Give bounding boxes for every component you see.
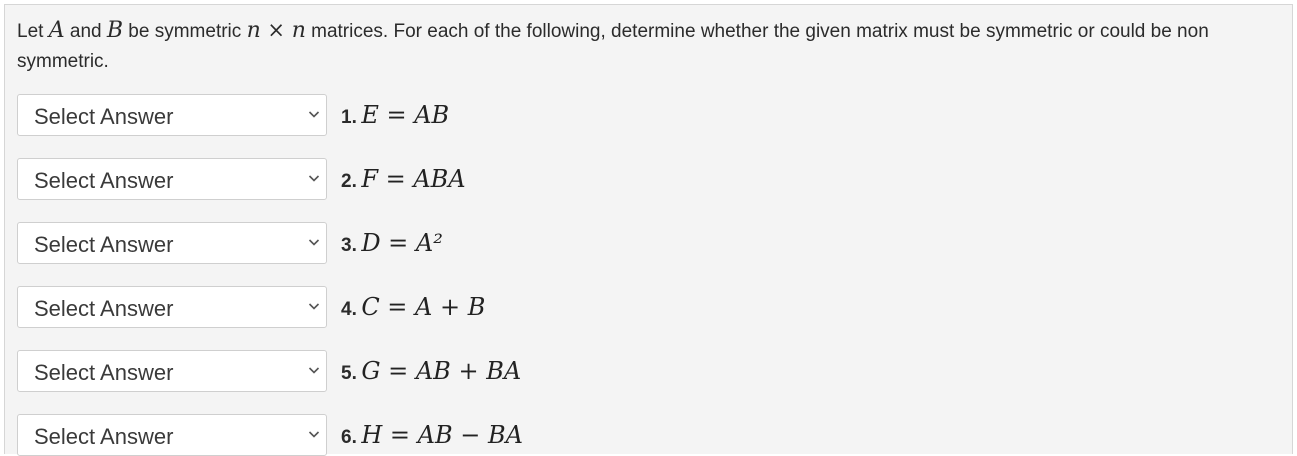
select-value: Select Answer: [34, 424, 174, 449]
item-number: 4.: [341, 299, 357, 320]
item-expression: C = A + B: [361, 293, 486, 321]
select-value: Select Answer: [34, 360, 174, 385]
answer-select-4[interactable]: [17, 286, 327, 328]
item-6: [341, 418, 523, 452]
chevron-down-icon: [308, 172, 320, 184]
times-symbol: ×: [260, 18, 292, 42]
prompt-text: be symmetric: [123, 21, 247, 42]
question-row-1: [17, 94, 717, 136]
item-expression: E = AB: [361, 101, 450, 129]
question-row-6: [17, 414, 717, 456]
question-row-3: [17, 222, 717, 264]
item-5: [341, 354, 521, 388]
question-row-5: [17, 350, 717, 392]
answer-select-3[interactable]: [17, 222, 327, 264]
item-number: 3.: [341, 235, 357, 256]
item-2: [341, 162, 466, 196]
chevron-down-icon: [308, 300, 320, 312]
question-row-4: [17, 286, 717, 328]
item-number: 5.: [341, 363, 357, 384]
item-number: 6.: [341, 427, 357, 448]
item-4: [341, 290, 485, 324]
item-3: [341, 226, 443, 260]
dimension-symbol: n: [246, 18, 261, 43]
question-row-2: [17, 158, 717, 200]
answer-select-5[interactable]: [17, 350, 327, 392]
item-1: [341, 98, 449, 132]
chevron-down-icon: [308, 108, 320, 120]
select-value: Select Answer: [34, 296, 174, 321]
item-expression: G = AB + BA: [361, 357, 522, 385]
matrix-a-symbol: A: [48, 18, 65, 43]
answer-select-1[interactable]: [17, 94, 327, 136]
item-number: 2.: [341, 171, 357, 192]
select-value: Select Answer: [34, 168, 174, 193]
dimension-symbol: n: [291, 18, 306, 43]
chevron-down-icon: [308, 428, 320, 440]
item-expression: H = AB − BA: [361, 421, 523, 449]
select-value: Select Answer: [34, 104, 174, 129]
matrix-b-symbol: B: [106, 18, 124, 43]
prompt-text: Let: [17, 21, 49, 42]
item-expression: F = ABA: [361, 165, 466, 193]
answer-select-6[interactable]: [17, 414, 327, 456]
answer-select-2[interactable]: [17, 158, 327, 200]
item-expression: D = A²: [361, 229, 443, 257]
prompt-text: matrices. For each of the following, determine whether the given matrix must be symmetric or could be non symmetric.: [17, 21, 1209, 72]
select-value: Select Answer: [34, 232, 174, 257]
item-number: 1.: [341, 107, 357, 128]
question-panel: [4, 4, 1293, 454]
prompt-text: and: [64, 21, 107, 42]
chevron-down-icon: [308, 236, 320, 248]
question-prompt: [17, 15, 1279, 77]
chevron-down-icon: [308, 364, 320, 376]
